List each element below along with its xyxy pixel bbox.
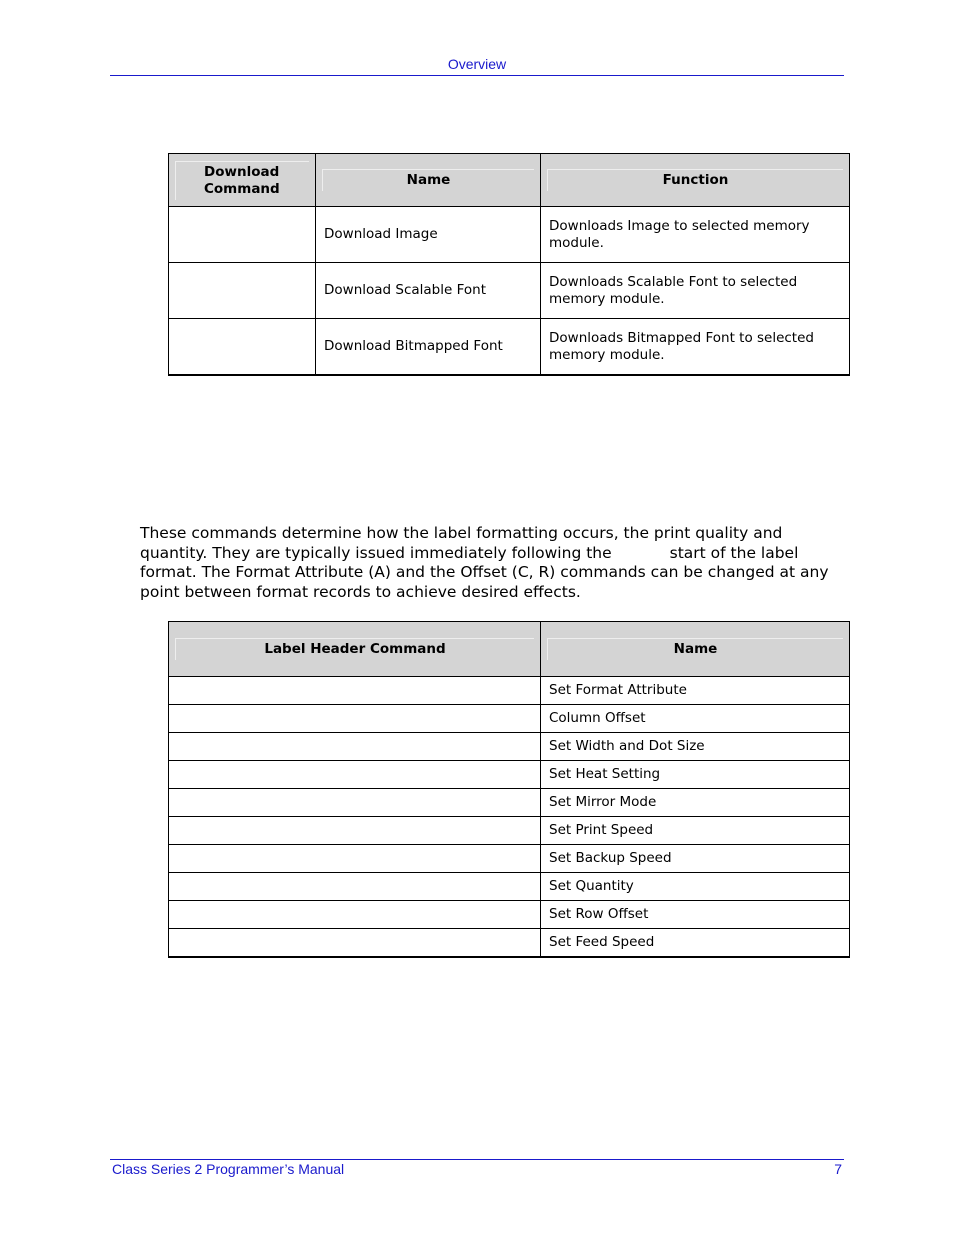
name-cell: Set Heat Setting: [541, 761, 850, 789]
paragraph-text-start: These commands determine how the label formatting occurs, the print quality and quantity. They are typically issued immediately following the: [140, 524, 783, 562]
paragraph-text-end: start of the label format. The Format Attribute (A) and the Offset (C, R) commands can be changed at any point between format records to achieve desired effects.: [140, 543, 829, 601]
table-row: [169, 845, 850, 873]
name-cell: Download Image: [316, 207, 541, 263]
command-cell: [169, 817, 541, 845]
column-header-name: Name: [541, 622, 850, 677]
column-header-label-header-command: Label Header Command: [169, 622, 541, 677]
command-cell: [169, 761, 541, 789]
table-header-row: [169, 622, 850, 677]
name-cell: Download Scalable Font: [316, 263, 541, 319]
command-cell: [169, 319, 316, 376]
page-number: 7: [834, 1161, 842, 1177]
function-cell: Downloads Scalable Font to selected memory module.: [541, 263, 850, 319]
table-row: [169, 817, 850, 845]
name-cell: Set Row Offset: [541, 901, 850, 929]
name-cell: Set Print Speed: [541, 817, 850, 845]
table-row: [169, 207, 850, 263]
command-cell: [169, 207, 316, 263]
command-cell: [169, 789, 541, 817]
command-cell: [169, 929, 541, 958]
column-header-download-command: Download Command: [169, 154, 316, 207]
column-header-name: Name: [316, 154, 541, 207]
name-cell: Set Mirror Mode: [541, 789, 850, 817]
label-header-commands-table: [168, 621, 850, 958]
command-cell: [169, 677, 541, 705]
table-row: [169, 705, 850, 733]
name-cell: Set Feed Speed: [541, 929, 850, 958]
command-cell: [169, 901, 541, 929]
running-header: Overview: [447, 56, 507, 72]
table-row: [169, 789, 850, 817]
command-cell: [169, 845, 541, 873]
name-cell: Set Width and Dot Size: [541, 733, 850, 761]
download-commands-table: [168, 153, 850, 376]
table-row: [169, 733, 850, 761]
command-cell: [169, 705, 541, 733]
table-row: [169, 677, 850, 705]
table-row: [169, 901, 850, 929]
label-header-description: [140, 524, 830, 602]
footer-rule: [110, 1159, 844, 1160]
name-cell: Set Backup Speed: [541, 845, 850, 873]
name-cell: Set Format Attribute: [541, 677, 850, 705]
command-cell: [169, 873, 541, 901]
command-cell: [169, 263, 316, 319]
table-header-row: [169, 154, 850, 207]
footer-manual-title: Class Series 2 Programmer’s Manual: [112, 1161, 345, 1177]
table-row: [169, 761, 850, 789]
column-header-function: Function: [541, 154, 850, 207]
table-row: [169, 873, 850, 901]
function-cell: Downloads Bitmapped Font to selected memory module.: [541, 319, 850, 376]
command-cell: [169, 733, 541, 761]
table-row: [169, 929, 850, 958]
name-cell: Column Offset: [541, 705, 850, 733]
name-cell: Download Bitmapped Font: [316, 319, 541, 376]
header-rule: [110, 75, 844, 76]
function-cell: Downloads Image to selected memory module.: [541, 207, 850, 263]
table-row: [169, 263, 850, 319]
name-cell: Set Quantity: [541, 873, 850, 901]
table-row: [169, 319, 850, 376]
